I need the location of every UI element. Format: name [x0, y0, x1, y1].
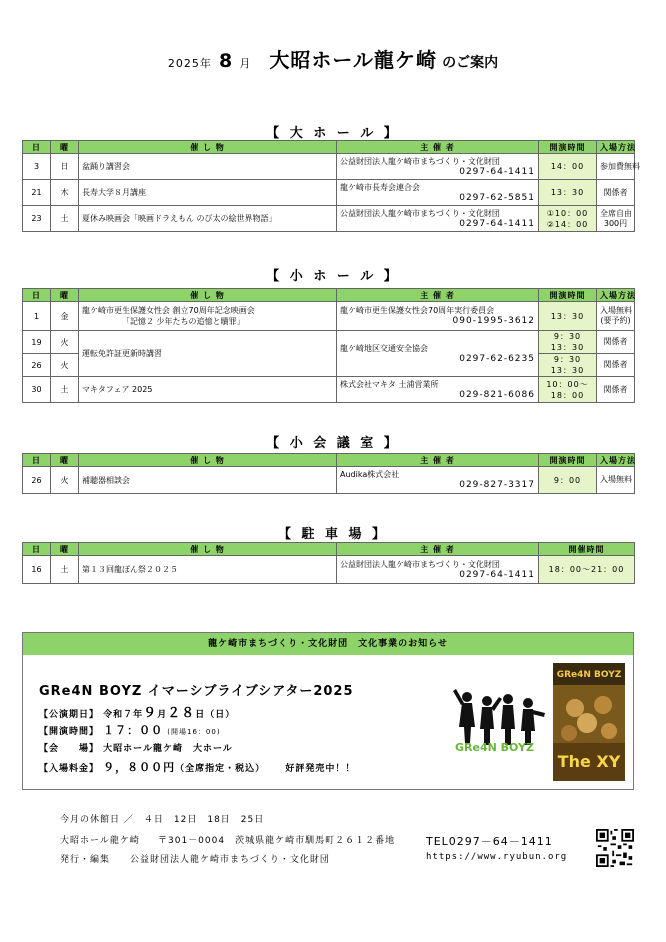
closed-dates: ／ ４日 12日 18日 25日 [123, 815, 265, 825]
title-year: 2025年 [167, 57, 212, 70]
table-header [23, 543, 635, 556]
notice-venue [39, 741, 233, 754]
time-first: 9：30 [553, 332, 582, 341]
table-row [23, 556, 635, 584]
section-large-hall: 【 大 ホ ー ル 】 [266, 126, 400, 141]
row-weekday: 木 [51, 180, 79, 206]
title-hall: 大昭ホール龍ケ崎 [269, 48, 438, 72]
poster-top-text: GRe4N BOYZ [556, 670, 622, 680]
organizer-name: 株式会社マキタ 土浦営業所 [340, 379, 439, 389]
row-event: マキタフェア 2025 [79, 377, 337, 403]
closed-days [60, 812, 264, 825]
section-small-hall: 【 小 ホ ー ル 】 [266, 269, 400, 284]
table-row [23, 377, 635, 403]
row-organizer [337, 302, 539, 331]
col-entry: 入場方法 [597, 454, 635, 467]
organizer-name: 公益財団法人龍ケ崎市まちづくり・文化財団 [340, 559, 500, 569]
row-weekday: 土 [51, 206, 79, 232]
row-day: 19 [23, 331, 51, 354]
title-month: 8 [218, 50, 233, 72]
date-label: 【公演期日】 [39, 710, 100, 720]
notice-title: GRe4N BOYZ イマーシブライブシアター2025 [39, 684, 354, 699]
col-weekday: 曜 [51, 289, 79, 302]
time-first: ①10：00 [546, 208, 589, 218]
date-month: ９ [143, 706, 158, 721]
organizer-name: 龍ケ崎市長寿会連合会 [340, 182, 420, 192]
row-event: 夏休み映画会「映画ドラえもん のび太の絵世界物語」 [79, 206, 337, 232]
row-weekday: 火 [51, 354, 79, 377]
col-time-alt: 開催時間 [539, 543, 635, 556]
table-row [23, 154, 635, 180]
row-time [539, 377, 597, 403]
time-first: 10：00～ [546, 379, 589, 389]
col-day: 日 [23, 454, 51, 467]
event-line2: 「記憶２ 少年たちの追憶と贖罪」 [122, 317, 245, 326]
time-second: 13：30 [550, 343, 585, 352]
time-label: 【開演時間】 [39, 727, 100, 737]
small-hall-table [22, 288, 635, 403]
organizer-name: 公益財団法人龍ケ崎市まちづくり・文化財団 [340, 208, 500, 218]
row-organizer [337, 154, 539, 180]
sale-text: 好評発売中！！ [285, 764, 356, 774]
col-time: 開演時間 [539, 141, 597, 154]
row-entry: 関係者 [597, 180, 635, 206]
hall-address: 〒301－0004 茨城県龍ケ崎市馴馬町２６１２番地 [158, 836, 396, 846]
row-entry: 関係者 [597, 331, 635, 354]
date-mid: 月 [157, 710, 168, 720]
col-time: 開演時間 [539, 454, 597, 467]
row-time: 13：30 [539, 302, 597, 331]
col-entry: 入場方法 [597, 141, 635, 154]
hall-name: 大昭ホール龍ケ崎 [60, 836, 140, 846]
title-suffix: のご案内 [442, 55, 499, 71]
row-time [539, 354, 597, 377]
row-time [539, 331, 597, 354]
col-event: 催 し 物 [79, 543, 337, 556]
row-event [79, 302, 337, 331]
large-hall-table [22, 140, 640, 232]
row-event: 運転免許証更新時講習 [79, 331, 337, 377]
notice-price [39, 759, 355, 775]
col-entry: 入場方法 [597, 289, 635, 302]
row-entry: 参加費無料 [597, 154, 635, 180]
organizer-tel: 0297-64-1411 [459, 166, 535, 177]
organizer-tel: 029-827-3317 [459, 480, 535, 490]
venue-value: 大昭ホール龍ケ崎 大ホール [103, 744, 233, 754]
time-value: １７：００ [103, 724, 164, 737]
row-weekday: 火 [51, 467, 79, 494]
table-header [23, 454, 635, 467]
organizer-tel: 0297-64-1411 [459, 569, 535, 580]
entry-line2: 300円 [603, 218, 628, 228]
col-weekday: 曜 [51, 454, 79, 467]
page-title [0, 44, 666, 73]
row-organizer [337, 180, 539, 206]
col-organizer: 主 催 者 [337, 141, 539, 154]
entry-line1: 入場無料 [600, 306, 632, 315]
col-day: 日 [23, 289, 51, 302]
col-weekday: 曜 [51, 141, 79, 154]
venue-label: 【会 場】 [39, 744, 100, 754]
section-parking: 【 駐 車 場 】 [277, 527, 389, 542]
event-line1: 龍ケ崎市更生保護女性会 創立70周年記念映画会 [82, 306, 255, 315]
date-suffix: 日（日） [195, 710, 236, 720]
title-month-unit: 月 [239, 57, 251, 70]
parking-table [22, 542, 635, 584]
row-entry [597, 206, 635, 232]
table-row [23, 206, 635, 232]
organizer-name: 龍ケ崎市更生保護女性会70周年実行委員会 [340, 306, 495, 315]
notice-header: 龍ケ崎市まちづくり・文化財団 文化事業のお知らせ [23, 633, 633, 655]
closed-label: 今月の休館日 [60, 815, 121, 825]
table-header [23, 289, 635, 302]
row-weekday: 金 [51, 302, 79, 331]
table-row [23, 302, 635, 331]
organizer-tel: 0297-62-5851 [459, 192, 535, 203]
notice-time [39, 722, 221, 738]
hall-tel: TEL0297－64－1411 [426, 835, 553, 848]
row-organizer [337, 377, 539, 403]
row-time: 18：00～21：00 [539, 556, 635, 584]
notice-date [39, 702, 235, 721]
col-weekday: 曜 [51, 543, 79, 556]
table-row [23, 467, 635, 494]
col-day: 日 [23, 141, 51, 154]
row-weekday: 日 [51, 154, 79, 180]
price-label: 【入場料金】 [39, 764, 100, 774]
row-entry: 関係者 [597, 354, 635, 377]
col-day: 日 [23, 543, 51, 556]
row-day: 3 [23, 154, 51, 180]
row-organizer [337, 467, 539, 494]
row-entry: 関係者 [597, 377, 635, 403]
row-organizer [337, 206, 539, 232]
table-row [23, 331, 635, 354]
table-header [23, 141, 635, 154]
row-entry: 入場無料 [597, 467, 635, 494]
row-day: 26 [23, 354, 51, 377]
row-event: 第１３回龍ぽん祭２０２５ [79, 556, 337, 584]
meeting-room-table [22, 453, 635, 494]
row-weekday: 土 [51, 556, 79, 584]
publisher-label: 発行・編集 [60, 855, 111, 865]
entry-line2: (要予約) [600, 316, 631, 325]
time-second: 13：30 [550, 366, 585, 375]
time-second: ②14：00 [546, 219, 589, 229]
row-time: 9：00 [539, 467, 597, 494]
organizer-tel: 090-1995-3612 [452, 316, 535, 326]
brand-logo: GRe4N BOYZ [455, 741, 534, 754]
date-day: ２８ [167, 706, 196, 721]
price-value: ９，８００円 [103, 761, 176, 774]
publisher-name: 公益財団法人龍ケ崎市まちづくり・文化財団 [130, 855, 330, 865]
row-weekday: 土 [51, 377, 79, 403]
poster-image [553, 663, 625, 781]
col-organizer: 主 催 者 [337, 543, 539, 556]
organizer-tel: 0297-64-1411 [459, 218, 535, 229]
row-day: 21 [23, 180, 51, 206]
row-organizer [337, 556, 539, 584]
row-event: 長寿大学８月講座 [79, 180, 337, 206]
col-event: 催 し 物 [79, 289, 337, 302]
row-day: 16 [23, 556, 51, 584]
col-organizer: 主 催 者 [337, 289, 539, 302]
time-note: (開場16：00) [167, 728, 221, 736]
organizer-name: 公益財団法人龍ケ崎市まちづくり・文化財団 [340, 156, 500, 166]
col-organizer: 主 催 者 [337, 454, 539, 467]
price-note: （全席指定・税込） [175, 764, 266, 774]
entry-line1: 全席自由 [600, 208, 632, 218]
col-event: 催 し 物 [79, 454, 337, 467]
time-first: 9：30 [553, 355, 582, 364]
event-notice [22, 632, 634, 790]
time-second: 18：00 [550, 390, 585, 400]
row-event: 盆踊り講習会 [79, 154, 337, 180]
qr-code-icon [596, 829, 634, 867]
organizer-tel: 029-821-6086 [459, 389, 535, 400]
date-prefix: 令和７年 [103, 710, 144, 720]
row-event: 補聴器相談会 [79, 467, 337, 494]
row-day: 1 [23, 302, 51, 331]
col-time: 開演時間 [539, 289, 597, 302]
row-day: 23 [23, 206, 51, 232]
row-time: 13：30 [539, 180, 597, 206]
poster-bottom-text: The XY [557, 752, 621, 771]
row-weekday: 火 [51, 331, 79, 354]
row-time: 14：00 [539, 154, 597, 180]
row-time [539, 206, 597, 232]
table-row [23, 180, 635, 206]
section-meeting-room: 【 小 会 議 室 】 [266, 436, 400, 451]
organizer-name: Audika株式会社 [340, 470, 400, 479]
row-organizer [337, 331, 539, 377]
row-day: 30 [23, 377, 51, 403]
row-day: 26 [23, 467, 51, 494]
website-link[interactable]: https://www.ryubun.org [426, 852, 568, 862]
organizer-tel: 0297-62-6235 [459, 353, 535, 364]
col-event: 催 し 物 [79, 141, 337, 154]
organizer-name: 龍ケ崎地区交通安全協会 [340, 343, 428, 353]
row-entry [597, 302, 635, 331]
